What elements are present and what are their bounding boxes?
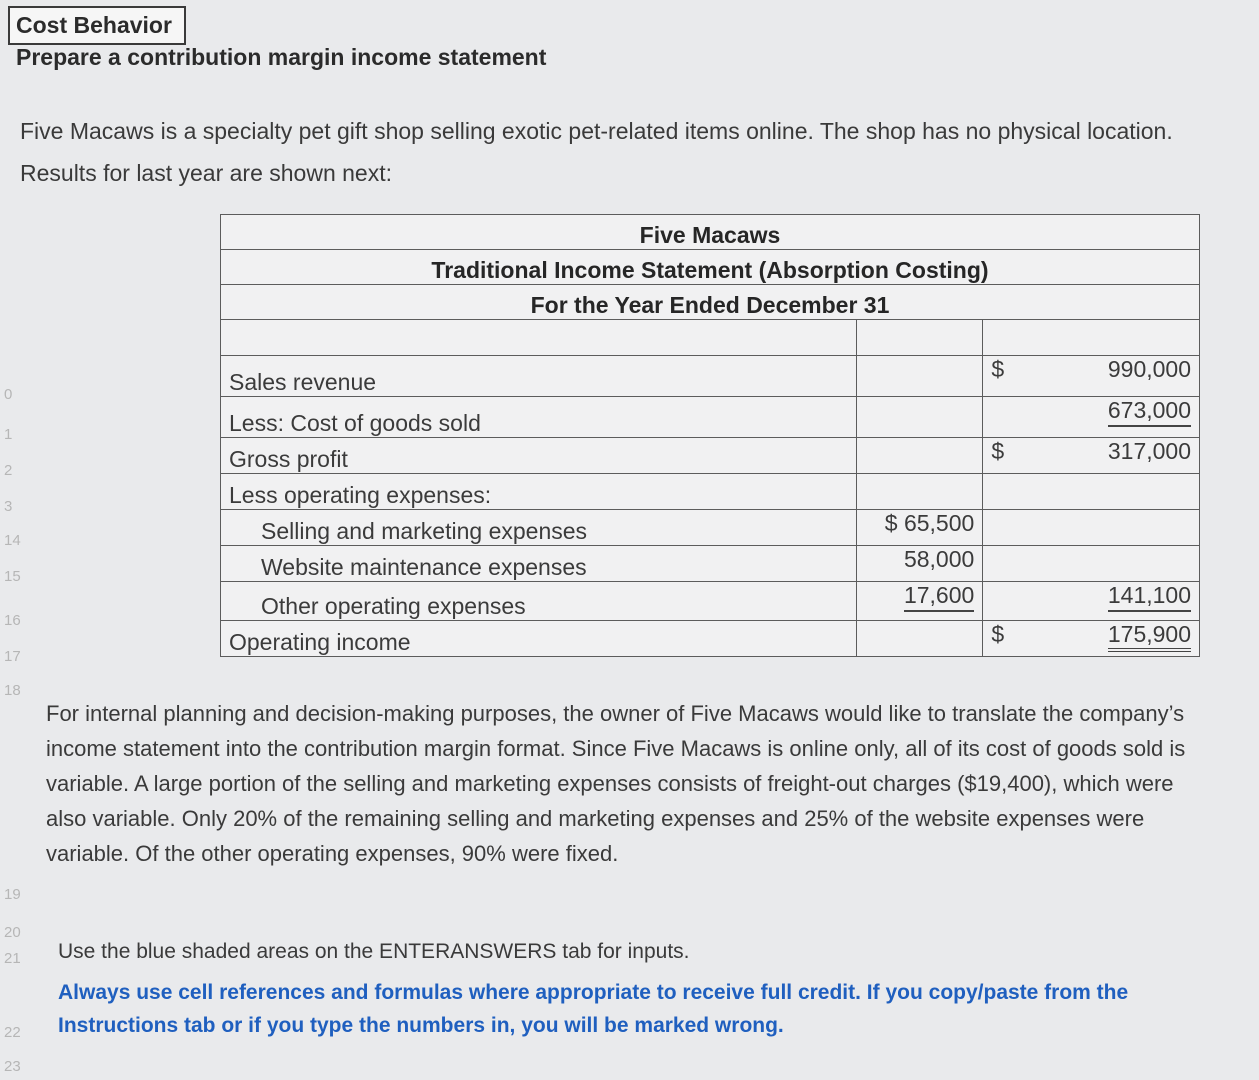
cogs-value-cell[interactable] <box>1019 397 1200 438</box>
sales-label-cell[interactable]: Sales revenue <box>221 356 857 397</box>
empty-cell[interactable] <box>857 438 983 474</box>
other-opex-label-cell[interactable]: Other operating expenses <box>221 582 857 621</box>
empty-cell[interactable] <box>857 320 983 356</box>
cogs-value: 673,000 <box>1108 397 1191 427</box>
row-number[interactable]: 17 <box>4 648 21 665</box>
opex-total-value: 141,100 <box>1108 582 1191 612</box>
empty-cell[interactable] <box>983 397 1019 438</box>
row-number[interactable]: 20 <box>4 924 21 941</box>
row-number[interactable]: 0 <box>4 386 13 403</box>
opex-total-cell[interactable] <box>1019 582 1200 621</box>
website-label-cell[interactable]: Website maintenance expenses <box>221 546 857 582</box>
row-number[interactable]: 14 <box>4 532 21 549</box>
gross-profit-value-cell[interactable]: 317,000 <box>1019 438 1200 474</box>
sales-value-cell[interactable]: 990,000 <box>1019 356 1200 397</box>
row-number[interactable]: 18 <box>4 682 21 699</box>
empty-cell[interactable] <box>983 582 1019 621</box>
empty-cell[interactable] <box>1019 510 1200 546</box>
empty-cell[interactable] <box>857 621 983 657</box>
row-number[interactable]: 22 <box>4 1024 21 1041</box>
row-number[interactable]: 23 <box>4 1058 21 1075</box>
empty-cell[interactable] <box>1019 320 1200 356</box>
empty-cell[interactable] <box>983 320 1019 356</box>
input-note: Use the blue shaded areas on the ENTERANSWERS tab for inputs. <box>58 940 690 963</box>
operating-income-value: 175,900 <box>1108 621 1191 652</box>
operating-income-label-cell[interactable]: Operating income <box>221 621 857 657</box>
statement-period-cell[interactable]: For the Year Ended December 31 <box>221 285 1200 320</box>
selling-value-cell[interactable]: $ 65,500 <box>857 510 983 546</box>
currency-cell[interactable]: $ <box>983 438 1019 474</box>
cogs-label-cell[interactable]: Less: Cost of goods sold <box>221 397 857 438</box>
empty-cell[interactable] <box>221 320 857 356</box>
row-number[interactable]: 19 <box>4 886 21 903</box>
row-number[interactable]: 16 <box>4 612 21 629</box>
website-value-cell[interactable]: 58,000 <box>857 546 983 582</box>
currency-cell[interactable]: $ <box>983 356 1019 397</box>
row-number[interactable]: 15 <box>4 568 21 585</box>
sheet-title-cell[interactable]: Cost Behavior <box>8 6 186 45</box>
income-statement-table <box>220 214 1200 657</box>
empty-cell[interactable] <box>857 397 983 438</box>
row-number[interactable]: 1 <box>4 426 13 443</box>
row-number[interactable]: 3 <box>4 498 13 515</box>
empty-cell[interactable] <box>1019 474 1200 510</box>
gross-profit-label-cell[interactable]: Gross profit <box>221 438 857 474</box>
instructions-paragraph: For internal planning and decision-making purposes, the owner of Five Macaws would like to translate the company’s income statement into the contribution margin format. Since Five Macaws is online only, all of its cost of goods sold is variable. A large portion of the selling and marketing expenses consists of freight-out charges ($19,400), which were also variable. Only 20% of the remaining selling and marketing expenses and 25% of the website expenses were variable. Of the other operating expenses, 90% were fixed. <box>46 701 1186 866</box>
credit-warning-note: Always use cell references and formulas where appropriate to receive full credit. If you copy/paste from the Instructions tab or if you type the numbers in, you will be marked wrong. <box>58 981 1129 1037</box>
empty-cell[interactable] <box>983 510 1019 546</box>
row-number[interactable]: 21 <box>4 950 21 967</box>
other-opex-value-cell[interactable] <box>857 582 983 621</box>
page-subtitle: Prepare a contribution margin income statement <box>16 44 547 70</box>
selling-label-cell[interactable]: Selling and marketing expenses <box>221 510 857 546</box>
opex-header-cell[interactable]: Less operating expenses: <box>221 474 857 510</box>
operating-income-value-cell[interactable] <box>1019 621 1200 657</box>
row-number[interactable]: 2 <box>4 462 13 479</box>
empty-cell[interactable] <box>983 474 1019 510</box>
empty-cell[interactable] <box>983 546 1019 582</box>
intro-text: Five Macaws is a specialty pet gift shop selling exotic pet-related items online. The shop has no physical location. Results for last year are shown next: <box>20 118 1173 186</box>
company-name-cell[interactable]: Five Macaws <box>221 215 1200 250</box>
other-opex-value: 17,600 <box>904 582 974 612</box>
statement-title-cell[interactable]: Traditional Income Statement (Absorption Costing) <box>221 250 1200 285</box>
empty-cell[interactable] <box>857 474 983 510</box>
empty-cell[interactable] <box>857 356 983 397</box>
empty-cell[interactable] <box>1019 546 1200 582</box>
currency-cell[interactable]: $ <box>983 621 1019 657</box>
